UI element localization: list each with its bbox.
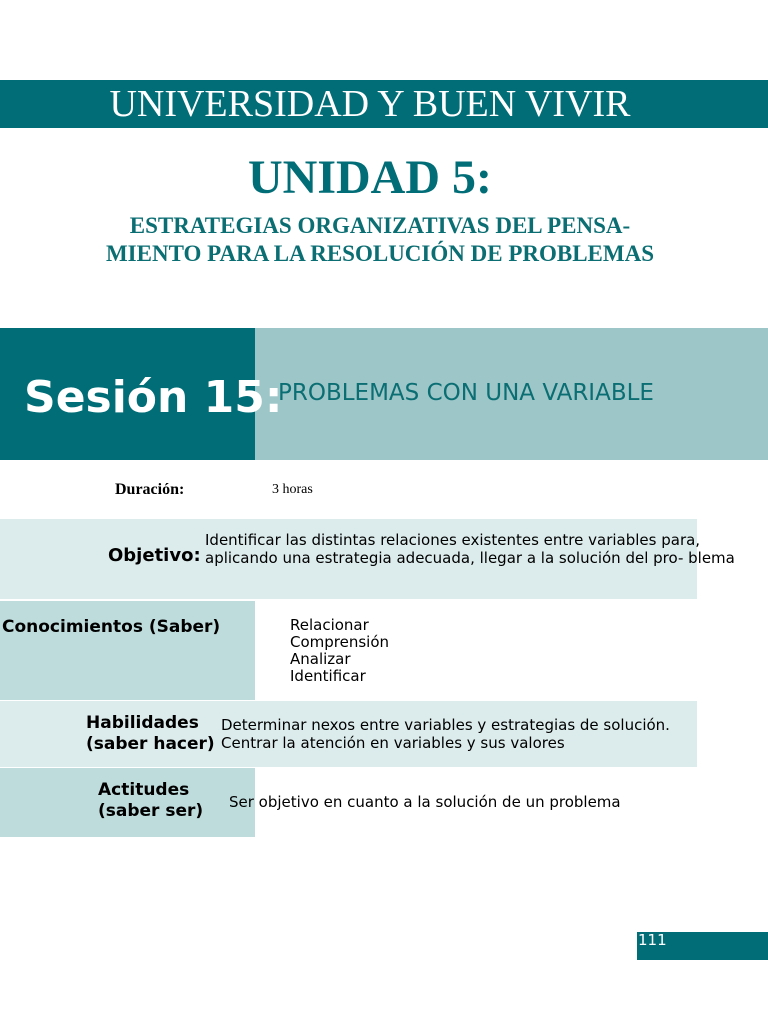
skills-label-line-2: (saber hacer) xyxy=(86,734,215,754)
skills-label xyxy=(86,713,215,755)
objective-line-2: aplicando una estrategia adecuada, llegar a la solución del pro- blema xyxy=(205,549,735,567)
session-topic: PROBLEMAS CON UNA VARIABLE xyxy=(278,380,654,406)
objective-label: Objetivo: xyxy=(108,545,201,566)
objective-text xyxy=(205,531,765,567)
banner-title: UNIVERSIDAD Y BUEN VIVIR xyxy=(109,83,631,125)
knowledge-item: Relacionar xyxy=(290,616,369,634)
knowledge-item: Analizar xyxy=(290,650,351,668)
skills-label-line-1: Habilidades xyxy=(86,713,199,733)
knowledge-box xyxy=(0,601,255,700)
unit-subtitle-line-2: MIENTO PARA LA RESOLUCIÓN DE PROBLEMAS xyxy=(105,241,655,266)
unit-subtitle xyxy=(40,212,720,268)
objective-line-1: Identificar las distintas relaciones existentes entre variables para, xyxy=(205,531,701,549)
knowledge-label: Conocimientos (Saber) xyxy=(2,617,221,637)
knowledge-list xyxy=(290,617,389,685)
duration-label: Duración: xyxy=(115,481,185,498)
page-number: 111 xyxy=(638,931,667,949)
skills-text xyxy=(221,716,670,752)
duration-value: 3 horas xyxy=(272,482,313,497)
knowledge-item: Identificar xyxy=(290,667,366,685)
attitudes-label xyxy=(98,780,203,822)
attitudes-text: Ser objetivo en cuanto a la solución de un problema xyxy=(229,793,621,811)
skills-line-2: Centrar la atención en variables y sus valores xyxy=(221,734,565,752)
skills-line-1: Determinar nexos entre variables y estrategias de solución. xyxy=(221,716,670,734)
unit-subtitle-line-1: ESTRATEGIAS ORGANIZATIVAS DEL PENSA- xyxy=(129,213,631,238)
session-label: Sesión 15: xyxy=(24,372,283,423)
unit-title: UNIDAD 5: xyxy=(248,151,492,204)
attitudes-label-line-1: Actitudes xyxy=(98,780,190,800)
attitudes-label-line-2: (saber ser) xyxy=(98,801,204,821)
knowledge-item: Comprensión xyxy=(290,633,390,651)
